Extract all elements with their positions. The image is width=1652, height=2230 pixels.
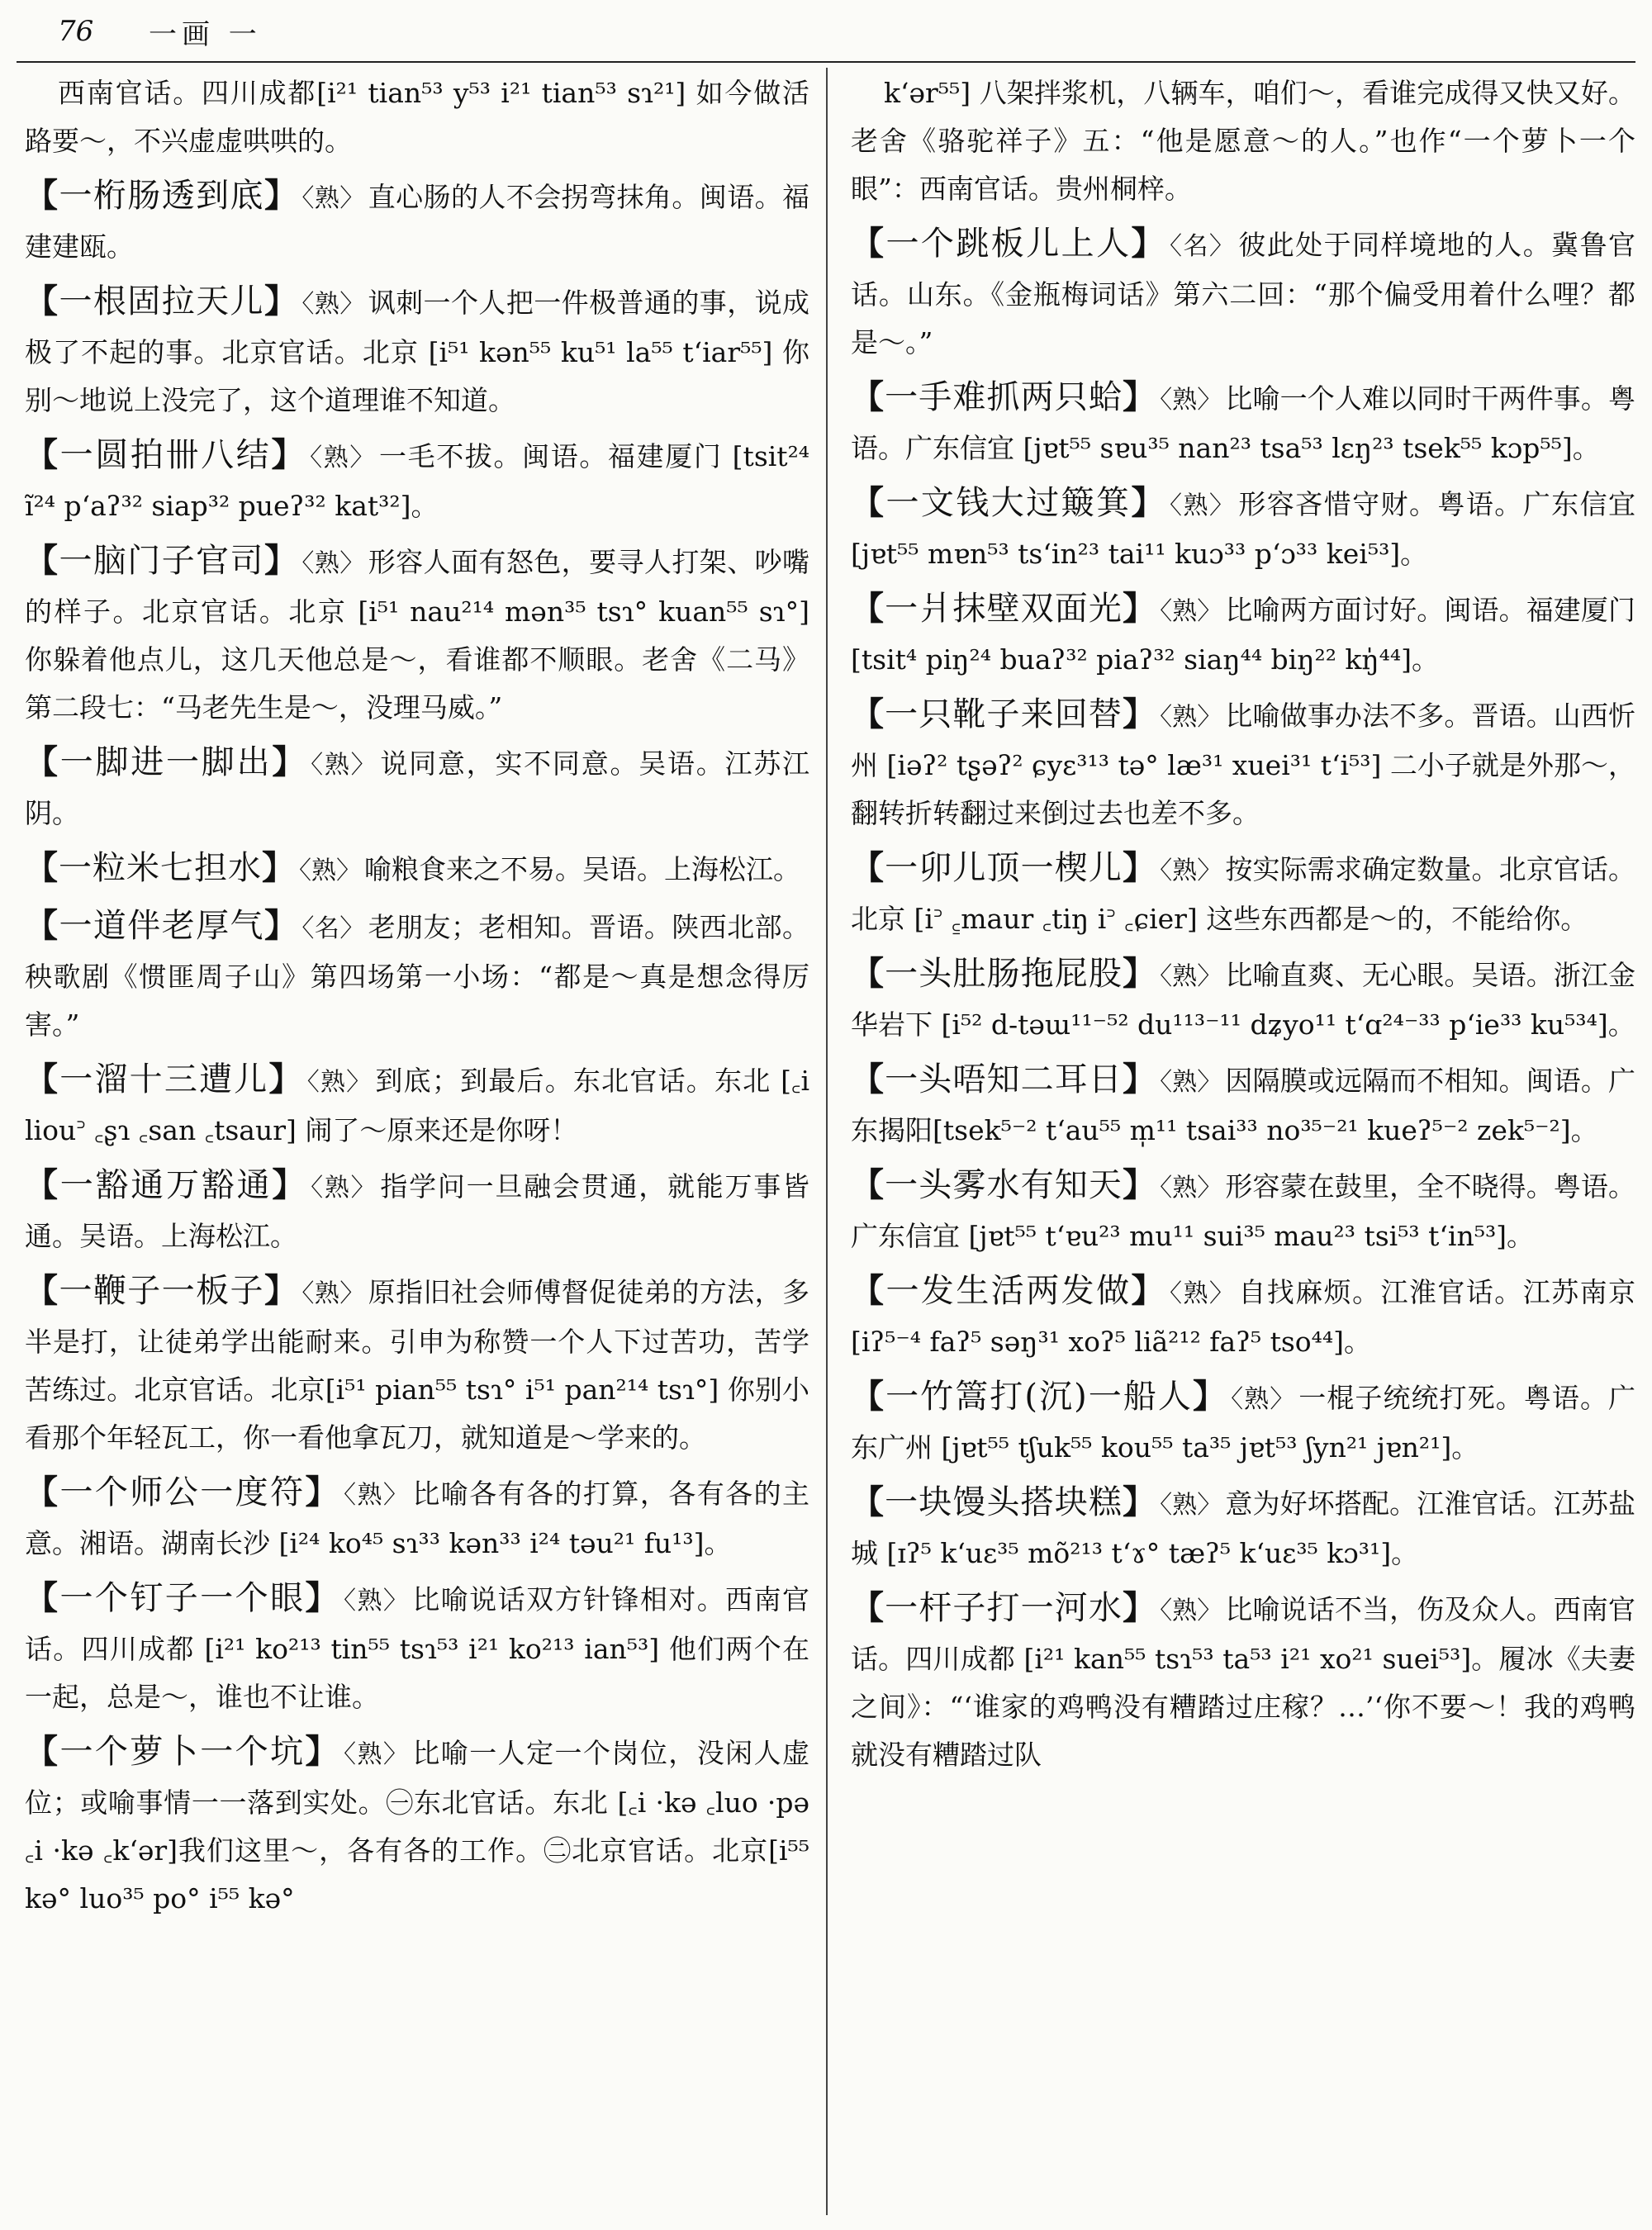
entry-definition: 形容蒙在鼓里，全不晓得。粤语。广东信宜 [jɐt⁵⁵ t‘ɐu²³ mu¹¹ sui³⁵ mau²³ tsi⁵³ t‘in⁵³]。 (851, 1170, 1636, 1252)
entry-pos-tag: 〈熟〉 (1160, 856, 1222, 885)
entry-definition: 一棍子统统打死。粤语。广东广州 [jɐt⁵⁵ tʃuk⁵⁵ kou⁵⁵ ta³⁵ jɐt⁵³ ʃyn²¹ jɐn²¹]。 (851, 1382, 1636, 1464)
entry-definition: 比喻一个人难以同时干两件事。粤语。广东信宜 [jɐt⁵⁵ sɐu³⁵ nan²³ tsa⁵³ lɛŋ²³ tsek⁵⁵ kɔp⁵⁵]。 (851, 382, 1636, 464)
column-divider (826, 68, 828, 2215)
dictionary-entry (25, 1056, 809, 1155)
dictionary-entry (851, 1267, 1635, 1366)
entry-pos-tag: 〈熟〉 (344, 1587, 410, 1616)
entry-headword: 【 一个师公一度符 】 (25, 1473, 340, 1511)
dictionary-entry (25, 738, 809, 837)
dictionary-entry (25, 172, 809, 271)
entry-pos-tag: 〈熟〉 (301, 290, 365, 319)
dictionary-entry (851, 950, 1635, 1049)
entry-headword: 【 一手难抓两只蛤 】 (851, 378, 1156, 416)
entry-definition: 讽刺一个人把一件极普通的事，说成极了不起的事。北京官话。北京 [i⁵¹ kən⁵⁵ ku⁵¹ la⁵⁵ t‘iar⁵⁵] 你别～地说上没完了，这个道理谁不知道。 (25, 287, 810, 416)
entry-headword: 【 一根固拉天儿 】 (25, 282, 298, 320)
entry-definition: 指学问一旦融会贯通，就能万事皆通。吴语。上海松江。 (25, 1170, 810, 1252)
dictionary-entry (25, 431, 809, 530)
entry-definition: 意为好坏搭配。江淮官话。江苏盐城 [ɪʔ⁵ k‘uɛ³⁵ mõ²¹³ t‘ɤ° tæʔ⁵ k‘uɛ³⁵ kɔ³¹]。 (851, 1487, 1636, 1569)
entry-headword: 【 一溜十三遭儿 】 (25, 1060, 304, 1098)
header-rule (17, 61, 1635, 63)
entry-pos-tag: 〈熟〉 (1170, 1279, 1236, 1308)
entry-pos-tag: 〈熟〉 (311, 1174, 377, 1203)
entry-definition: 一毛不拔。闽语。福建厦门 [tsit²⁴ ĩ²⁴ p‘aʔ³² siap³² pueʔ³² kat³²]。 (25, 440, 810, 522)
entry-headword: 【 一鞭子一板子 】 (25, 1272, 298, 1310)
dictionary-entry (851, 1584, 1635, 1779)
entry-headword: 【 一道伴老厚气 】 (25, 907, 298, 945)
dictionary-entry (851, 690, 1635, 837)
entry-pos-tag: 〈熟〉 (311, 751, 377, 780)
page-header (33, 0, 1652, 59)
entry-pos-tag: 〈熟〉 (1170, 491, 1236, 520)
entry-headword: 【 一杆子打一河水 】 (851, 1589, 1156, 1627)
entry-headword: 【 一块馒头搭块糕 】 (851, 1483, 1156, 1521)
entry-pos-tag: 〈熟〉 (1160, 386, 1222, 415)
entry-headword: 【 一卯儿顶一楔儿 】 (851, 849, 1156, 887)
left-column (25, 69, 809, 1929)
entry-definition: 喻粮食来之不易。吴语。上海松江。 (364, 853, 800, 885)
entry-headword: 【 一文钱大过簸箕 】 (851, 484, 1166, 522)
entry-pos-tag: 〈熟〉 (1160, 1068, 1222, 1097)
entry-pos-tag: 〈名〉 (1170, 232, 1236, 261)
entry-pos-tag: 〈熟〉 (299, 856, 361, 885)
dictionary-entry (851, 1056, 1635, 1155)
entry-definition: 比喻直爽、无心眼。吴语。浙江金华岩下 [i⁵² d-təɯ¹¹⁻⁵² du¹¹³⁻¹¹ dʑyo¹¹ t‘ɑ²⁴⁻³³ p‘ie³³ ku⁵³⁴]。 (851, 959, 1636, 1041)
entry-headword: 【 一个钉子一个眼 】 (25, 1579, 340, 1617)
entry-headword: 【 一头唔知二耳日 】 (851, 1060, 1156, 1098)
right-column (851, 69, 1635, 1786)
entry-headword: 【 一豁通万豁通 】 (25, 1166, 307, 1204)
entry-headword: 【 一只靴子来回替 】 (851, 695, 1156, 733)
dictionary-entry (25, 844, 809, 895)
entry-definition: 比喻一人定一个岗位，没闲人虚位；或喻事情一一落到实处。㊀东北官话。东北 [꜀i ·kə ꜀luo ·pə ꜀i ·kə ꜀k‘ər]我们这里～，各有各的工作。㊁北京官话。北京[i⁵⁵ kə° luo³⁵ po° i⁵⁵ kə° (25, 1737, 810, 1914)
entry-headword: 【 一个跳板儿上人 】 (851, 225, 1166, 263)
entry-definition: 比喻两方面讨好。闽语。福建厦门 [tsit⁴ piŋ²⁴ buaʔ³² piaʔ³² siaŋ⁴⁴ biŋ²² kŋ̍⁴⁴]。 (851, 594, 1636, 676)
entry-definition: 直心肠的人不会拐弯抹角。闽语。福建建瓯。 (25, 181, 810, 263)
entry-headword: 【 一竹篙打(沉)一船人 】 (851, 1378, 1227, 1416)
entry-pos-tag: 〈熟〉 (301, 1279, 365, 1308)
entry-headword: 【 一发生活两发做 】 (851, 1272, 1166, 1310)
dictionary-entry (851, 1478, 1635, 1578)
entry-pos-tag: 〈熟〉 (1160, 1174, 1222, 1203)
entry-headword: 【 一头雾水有知天 】 (851, 1166, 1156, 1204)
dictionary-entry (851, 844, 1635, 943)
entry-pos-tag: 〈名〉 (301, 914, 365, 943)
entry-pos-tag: 〈熟〉 (301, 184, 365, 213)
dictionary-entry (25, 1468, 809, 1568)
entry-definition: 形容人面有怒色，要寻人打架、吵嘴的样子。北京官话。北京 [i⁵¹ nau²¹⁴ mən³⁵ tsɿ° kuan⁵⁵ sɿ°] 你躲着他点儿，这几天他总是～，看谁都不顺眼。老舍《二马》第二段七：“马老先生是～，没理马威。” (25, 546, 810, 724)
entry-pos-tag: 〈熟〉 (1231, 1385, 1296, 1414)
entry-definition: 因隔膜或远隔而不相知。闽语。广东揭阳[tsek⁵⁻² t‘au⁵⁵ m̩¹¹ tsai³³ no³⁵⁻²¹ kueʔ⁵⁻² zek⁵⁻²]。 (851, 1065, 1636, 1146)
entry-definition: 按实际需求确定数量。北京官话。北京 [i꜄ ꜁maur ꜀tiŋ i꜄ ꜀ɕier] 这些东西都是～的，不能给你。 (851, 853, 1636, 935)
entry-headword: 【 一粒米七担水 】 (25, 849, 296, 887)
dictionary-entry (25, 278, 809, 425)
dictionary-entry (25, 1574, 809, 1721)
entry-definition: 比喻各有各的打算，各有各的主意。湘语。湖南长沙 [i²⁴ ko⁴⁵ sɿ³³ kən³³ i²⁴ təu²¹ fu¹³]。 (25, 1478, 810, 1559)
entry-pos-tag: 〈熟〉 (310, 444, 376, 472)
entry-headword: 【 一头肚肠拖屁股 】 (851, 955, 1156, 993)
entry-definition: 自找麻烦。江淮官话。江苏南京 [iʔ⁵⁻⁴ faʔ⁵ səŋ³¹ xoʔ⁵ liã²¹² faʔ⁵ tso⁴⁴]。 (851, 1276, 1636, 1358)
entry-pos-tag: 〈熟〉 (1160, 1491, 1222, 1520)
dictionary-entry (851, 1373, 1635, 1472)
dictionary-entry (851, 373, 1635, 472)
entry-headword: 【 一圆拍卌八结 】 (25, 436, 306, 474)
page-number: 76 (58, 15, 94, 48)
entry-pos-tag: 〈熟〉 (344, 1740, 410, 1769)
entry-pos-tag: 〈熟〉 (306, 1068, 373, 1097)
dictionary-entry (851, 220, 1635, 367)
entry-definition: 比喻说话不当，伤及众人。西南官话。四川成都 [i²¹ kan⁵⁵ tsɿ⁵³ ta⁵³ i²¹ xo²¹ suei⁵³]。履冰《夫妻之间》：“‘谁家的鸡鸭没有糟踏过庄稼？…’‘你不要～！我的鸡鸭就没有糟踏过队 (851, 1593, 1636, 1771)
entry-definition: 到底；到最后。东北官话。东北 [꜀i liou꜄ ꜀ʂɿ ꜀san ꜀tsaur] 闹了～原来还是你呀！ (25, 1065, 810, 1146)
entry-pos-tag: 〈熟〉 (301, 549, 365, 578)
dictionary-entry (851, 479, 1635, 578)
dictionary-entry (25, 1267, 809, 1462)
entry-continuation: k‘ər⁵⁵] 八架拌浆机，八辆车，咱们～，看谁完成得又快又好。老舍《骆驼祥子》五：“他是愿意～的人。”也作“一个萝卜一个眼”：西南官话。贵州桐梓。 (851, 77, 1635, 205)
dictionary-entry (851, 1161, 1635, 1260)
dictionary-entry (25, 1728, 809, 1923)
entry-definition: 老朋友；老相知。晋语。陕西北部。秧歌剧《惯匪周子山》第四场第一小场：“都是～真是想念得厉害。” (25, 911, 810, 1041)
dictionary-entry (851, 585, 1635, 684)
entry-pos-tag: 〈熟〉 (1160, 962, 1222, 991)
entry-pos-tag: 〈熟〉 (1160, 597, 1222, 626)
entry-definition: 原指旧社会师傅督促徒弟的方法，多半是打，让徒弟学出能耐来。引申为称赞一个人下过苦功，苦学苦练过。北京官话。北京[i⁵¹ pian⁵⁵ tsɿ° i⁵¹ pan²¹⁴ tsɿ°] 你别小看那个年轻瓦工，你一看他拿瓦刀，就知道是～学来的。 (25, 1276, 810, 1454)
entry-headword: 【 一桁肠透到底 】 (25, 177, 298, 215)
entry-definition: 比喻说话双方针锋相对。西南官话。四川成都 [i²¹ ko²¹³ tin⁵⁵ tsɿ⁵³ i²¹ ko²¹³ ian⁵³] 他们两个在一起，总是～，谁也不让谁。 (25, 1583, 810, 1713)
entry-headword: 【 一爿抹壁双面光 】 (851, 590, 1156, 628)
dictionary-entry (25, 902, 809, 1049)
entry-pos-tag: 〈熟〉 (1160, 1597, 1222, 1625)
entry-definition: 形容吝惜守财。粤语。广东信宜 [jɐt⁵⁵ mɐn⁵³ ts‘in²³ tai¹¹ kuɔ³³ p‘ɔ³³ kei⁵³]。 (851, 488, 1636, 570)
entry-headword: 【 一脚进一脚出 】 (25, 743, 307, 781)
dictionary-entry (25, 1161, 809, 1260)
entry-definition: 彼此处于同样境地的人。冀鲁官话。山东。《金瓶梅词话》第六二回：“那个偏受用着什么哩？都是～。” (851, 229, 1636, 358)
entry-continuation: 西南官话。四川成都[i²¹ tian⁵³ y⁵³ i²¹ tian⁵³ sɿ²¹] 如今做活路要～，不兴虚虚哄哄的。 (25, 77, 809, 157)
entry-pos-tag: 〈熟〉 (344, 1481, 410, 1510)
dictionary-entry (25, 537, 809, 732)
section-heading: 一画 一 (149, 18, 262, 51)
entry-headword: 【 一脑门子官司 】 (25, 542, 298, 580)
entry-definition: 比喻做事办法不多。晋语。山西忻州 [iəʔ² tʂəʔ² ɕyɛ³¹³ tə° læ³¹ xuei³¹ t‘i⁵³] 二小子就是外那～，翻转折转翻过来倒过去也差不多。 (851, 700, 1636, 829)
entry-headword: 【 一个萝卜一个坑 】 (25, 1733, 340, 1771)
entry-definition: 说同意，实不同意。吴语。江苏江阴。 (25, 747, 810, 829)
entry-pos-tag: 〈熟〉 (1160, 703, 1222, 732)
